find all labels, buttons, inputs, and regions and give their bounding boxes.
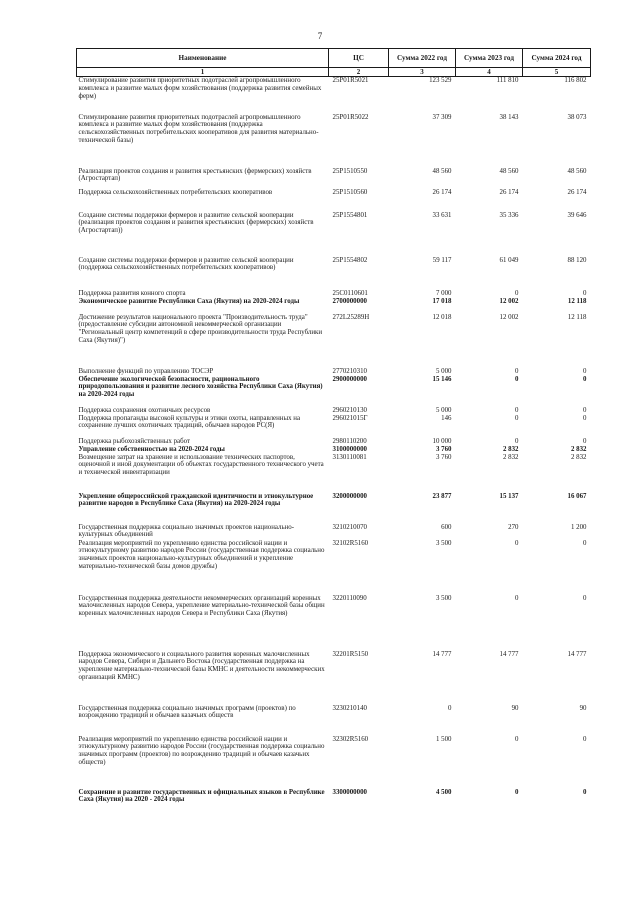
row-sum-2022: 1 500: [435, 735, 452, 743]
row-sum-2024: 14 777: [567, 650, 587, 658]
row-sum-2023: 14 777: [499, 650, 519, 658]
table-row: [77, 651, 591, 705]
row-sum-2024: 39 646: [567, 211, 587, 219]
row-name: Поддержка рыбохозяйственных работ: [78, 437, 190, 445]
row-sum-2023: 270: [508, 523, 519, 531]
row-sum-2022: 23 877: [432, 492, 452, 500]
row-sum-2024: 0: [583, 414, 587, 422]
row-code: 2770210310: [332, 367, 367, 375]
table-row: [77, 705, 591, 736]
row-name: Выполнение функций по управлению ТОСЭР: [78, 367, 214, 375]
col-header-code: ЦС: [329, 49, 389, 68]
row-sum-2024: 0: [583, 788, 587, 796]
table-row: [77, 168, 591, 189]
row-name: Государственная поддержка деятельности некоммерческих организаций коренных малочисленных народов Севера, укрепление материально-технической базы общин коренных малочисленных народов Севера и Республики Саха (Якутия): [78, 594, 325, 618]
row-sum-2023: 12 002: [499, 297, 519, 305]
row-sum-2024: 12 118: [567, 313, 587, 321]
row-sum-2022: 7 000: [435, 289, 452, 297]
row-sum-2023: 0: [515, 414, 519, 422]
row-code: 3200000000: [332, 492, 367, 500]
row-sum-2022: 3 500: [435, 539, 452, 547]
row-sum-2024: 0: [583, 594, 587, 602]
row-name: Экономическое развитие Республики Саха (Якутия) на 2020-2024 годы: [78, 297, 300, 305]
row-name: Государственная поддержка социально значимых проектов национально-культурных объединений: [78, 523, 295, 539]
row-code: 2980110200: [332, 437, 367, 445]
table-row: [77, 212, 591, 257]
row-sum-2024: 88 120: [567, 256, 587, 264]
row-sum-2024: 90: [579, 704, 587, 712]
row-sum-2024: 12 118: [567, 297, 587, 305]
col-header-2023: Сумма 2023 год: [456, 49, 523, 68]
row-code: 3100000000: [332, 445, 367, 453]
row-sum-2024: 38 073: [567, 113, 587, 121]
table-row: [77, 189, 591, 212]
row-code: 3130110081: [332, 453, 367, 461]
row-code: 25P01R5021: [332, 77, 369, 84]
row-code: 25P1510560: [332, 188, 368, 196]
row-sum-2023: 2 832: [502, 445, 519, 453]
row-sum-2022: 3 760: [435, 453, 452, 461]
table-row: [77, 736, 591, 789]
row-sum-2023: 48 560: [499, 167, 519, 175]
row-code: 25P1554802: [332, 256, 368, 264]
row-sum-2023: 12 002: [499, 313, 519, 321]
row-sum-2022: 59 117: [432, 256, 452, 264]
row-sum-2024: 0: [583, 367, 587, 375]
table-row: [77, 454, 591, 493]
row-name: Стимулирование развития приоритетных подотраслей агропромышленного комплекса и развитие малых форм хозяйствования (поддержка развития семейных ферм): [78, 77, 322, 100]
row-code: 32201R5150: [332, 650, 369, 658]
row-name: Реализация мероприятий по укреплению единства российской нации и этнокультурному развитию народов России (государственная поддержка социально значимых проектов национально-культурных объединений и укрепление материально-технической базы домов дружбы): [78, 539, 325, 570]
budget-table: [76, 48, 591, 805]
row-code: 25P01R5022: [332, 113, 369, 121]
row-sum-2024: 0: [583, 375, 587, 383]
row-code: 2960210130: [332, 406, 367, 414]
row-sum-2024: 0: [583, 406, 587, 414]
row-sum-2023: 0: [515, 406, 519, 414]
row-sum-2023: 0: [515, 289, 519, 297]
row-sum-2022: 0: [448, 704, 452, 712]
table-row: [77, 493, 591, 524]
page-number: 7: [317, 31, 323, 41]
row-sum-2023: 38 143: [499, 113, 519, 121]
row-sum-2022: 12 018: [432, 313, 452, 321]
row-sum-2024: 26 174: [567, 188, 587, 196]
row-code: 25C0110601: [332, 289, 368, 297]
row-code: 2900000000: [332, 375, 367, 383]
col-number: 5: [523, 68, 591, 77]
row-code: 296021015Г: [332, 414, 368, 422]
row-sum-2024: 2 832: [570, 453, 587, 461]
row-sum-2024: 48 560: [567, 167, 587, 175]
row-name: Укрепление общероссийской гражданской идентичности и этнокультурное развитие народов в Республике Саха (Якутия) на 2020-2024 годы: [78, 492, 314, 508]
col-number: 3: [389, 68, 456, 77]
row-name: Возмещение затрат на хранение и использование технических паспортов, оценочной и иной документации об объектах государственного технического учета и технической инвентаризации: [78, 453, 324, 477]
row-name: Поддержка сохранения охотничьих ресурсов: [78, 406, 211, 414]
row-sum-2023: 0: [515, 539, 519, 547]
row-code: 2700000000: [332, 297, 367, 305]
table-row: [77, 257, 591, 290]
row-sum-2022: 10 000: [432, 437, 452, 445]
table-row: [77, 368, 591, 376]
row-sum-2023: 61 049: [499, 256, 519, 264]
row-sum-2022: 146: [441, 414, 452, 422]
row-sum-2023: 0: [515, 788, 519, 796]
table-row: [77, 595, 591, 651]
row-name: Создание системы поддержки фермеров и развитие сельской кооперации (реализация проектов создания и развития крестьянских (фермерских) хозяйств (Агростартап)): [78, 211, 314, 235]
row-name: Стимулирование развития приоритетных подотраслей агропромышленного комплекса и развитие малых форм хозяйствования (поддержка сельскохозяйственных потребительских кооперативов для развития материально-технической базы): [78, 113, 319, 144]
row-sum-2023: 0: [515, 437, 519, 445]
table-row: [77, 407, 591, 415]
row-sum-2022: 26 174: [432, 188, 452, 196]
table-row: [77, 290, 591, 298]
row-sum-2023: 15 137: [499, 492, 519, 500]
col-header-2024: Сумма 2024 год: [523, 49, 591, 68]
row-sum-2023: 0: [515, 375, 519, 383]
row-sum-2023: 90: [511, 704, 519, 712]
row-name: Реализация проектов создания и развития крестьянских (фермерских) хозяйств (Агростартап): [78, 167, 312, 183]
row-sum-2022: 15 146: [432, 375, 452, 383]
row-sum-2023: 111 810: [496, 77, 519, 84]
row-sum-2024: 0: [583, 289, 587, 297]
row-sum-2022: 5 000: [435, 406, 452, 414]
row-code: 25P1554801: [332, 211, 368, 219]
row-sum-2022: 4 500: [435, 788, 452, 796]
table-row: [77, 524, 591, 540]
col-header-2022: Сумма 2022 год: [389, 49, 456, 68]
row-sum-2023: 2 832: [502, 453, 519, 461]
col-number: 2: [329, 68, 389, 77]
col-number: 1: [77, 68, 329, 77]
row-sum-2023: 0: [515, 367, 519, 375]
table-row: [77, 415, 591, 438]
row-code: 3210210070: [332, 523, 367, 531]
column-number-row: [77, 68, 591, 77]
row-sum-2023: 35 336: [499, 211, 519, 219]
table-row: [77, 298, 591, 314]
row-sum-2024: 116 802: [564, 77, 587, 84]
row-sum-2024: 0: [583, 735, 587, 743]
row-name: Достижение результатов национального проекта "Производительность труда" (предоставление субсидии автономной некоммерческой организации "Региональный центр компетенций в сфере производительности труда Республики Саха (Якутия)"): [78, 313, 323, 344]
row-sum-2024: 0: [583, 437, 587, 445]
row-sum-2022: 33 631: [432, 211, 452, 219]
row-name: Поддержка развития конного спорта: [78, 289, 186, 297]
row-name: Поддержка пропаганды высокой культуры и этики охоты, направленных на сохранение лучших охотничьих традиций, обычаев народов РС(Я): [78, 414, 301, 430]
row-sum-2024: 0: [583, 539, 587, 547]
row-code: 3230210140: [332, 704, 367, 712]
table-row: [77, 77, 591, 114]
row-sum-2022: 14 777: [432, 650, 452, 658]
table-row: [77, 314, 591, 368]
table-body: [77, 77, 591, 805]
row-sum-2023: 0: [515, 735, 519, 743]
row-name: Управление собственностью на 2020-2024 годы: [78, 445, 225, 453]
row-code: 25P1510550: [332, 167, 368, 175]
row-name: Обеспечение экологической безопасности, рационального природопользования и развитие лесного хозяйства Республики Саха (Якутия) на 2020-2024 годы: [78, 375, 323, 399]
row-sum-2023: 0: [515, 594, 519, 602]
table-row: [77, 114, 591, 168]
header-row: [77, 49, 591, 68]
row-sum-2022: 3 500: [435, 594, 452, 602]
col-number: 4: [456, 68, 523, 77]
row-code: 3300000000: [332, 788, 367, 796]
row-name: Государственная поддержка социально значимых программ (проектов) по возрождению традиций и обычаев казачьих обществ: [78, 704, 296, 720]
row-sum-2023: 26 174: [499, 188, 519, 196]
row-code: 32302R5160: [332, 735, 369, 743]
row-name: Поддержка экономического и социального развития коренных малочисленных народов Севера, Сибири и Дальнего Востока (государственная поддержка на укрепление материально-технической базы КМНС и деятельности некоммерческих организаций КМНС): [78, 650, 325, 681]
col-header-name: Наименование: [77, 49, 329, 68]
row-code: 272L25289H: [332, 313, 370, 321]
row-name: Реализация мероприятий по укреплению единства российской нации и этнокультурному развитию народов России (государственная поддержка социально значимых программ (проектов) по возрождению традиций и обычаев казачьих обществ): [78, 735, 325, 766]
row-sum-2022: 37 309: [432, 113, 452, 121]
row-sum-2024: 16 067: [567, 492, 587, 500]
row-sum-2024: 1 200: [570, 523, 587, 531]
table-row: [77, 446, 591, 454]
row-sum-2022: 17 018: [432, 297, 452, 305]
row-code: 32102R5160: [332, 539, 369, 547]
row-name: Поддержка сельскохозяйственных потребительских кооперативов: [78, 188, 273, 196]
table-row: [77, 789, 591, 805]
row-sum-2022: 48 560: [432, 167, 452, 175]
table-row: [77, 540, 591, 595]
row-code: 3220110090: [332, 594, 367, 602]
table-row: [77, 438, 591, 446]
row-sum-2022: 600: [441, 523, 452, 531]
row-name: Сохранение и развитие государственных и официальных языков в Республике Саха (Якутия) на 2020 - 2024 годы: [78, 788, 325, 804]
row-sum-2022: 5 000: [435, 367, 452, 375]
row-sum-2024: 2 832: [570, 445, 587, 453]
table-row: [77, 376, 591, 407]
row-sum-2022: 123 529: [429, 77, 452, 84]
row-sum-2022: 3 760: [435, 445, 452, 453]
row-name: Создание системы поддержки фермеров и развитие сельской кооперации (поддержка сельскохозяйственных потребительских кооперативов): [78, 256, 294, 272]
